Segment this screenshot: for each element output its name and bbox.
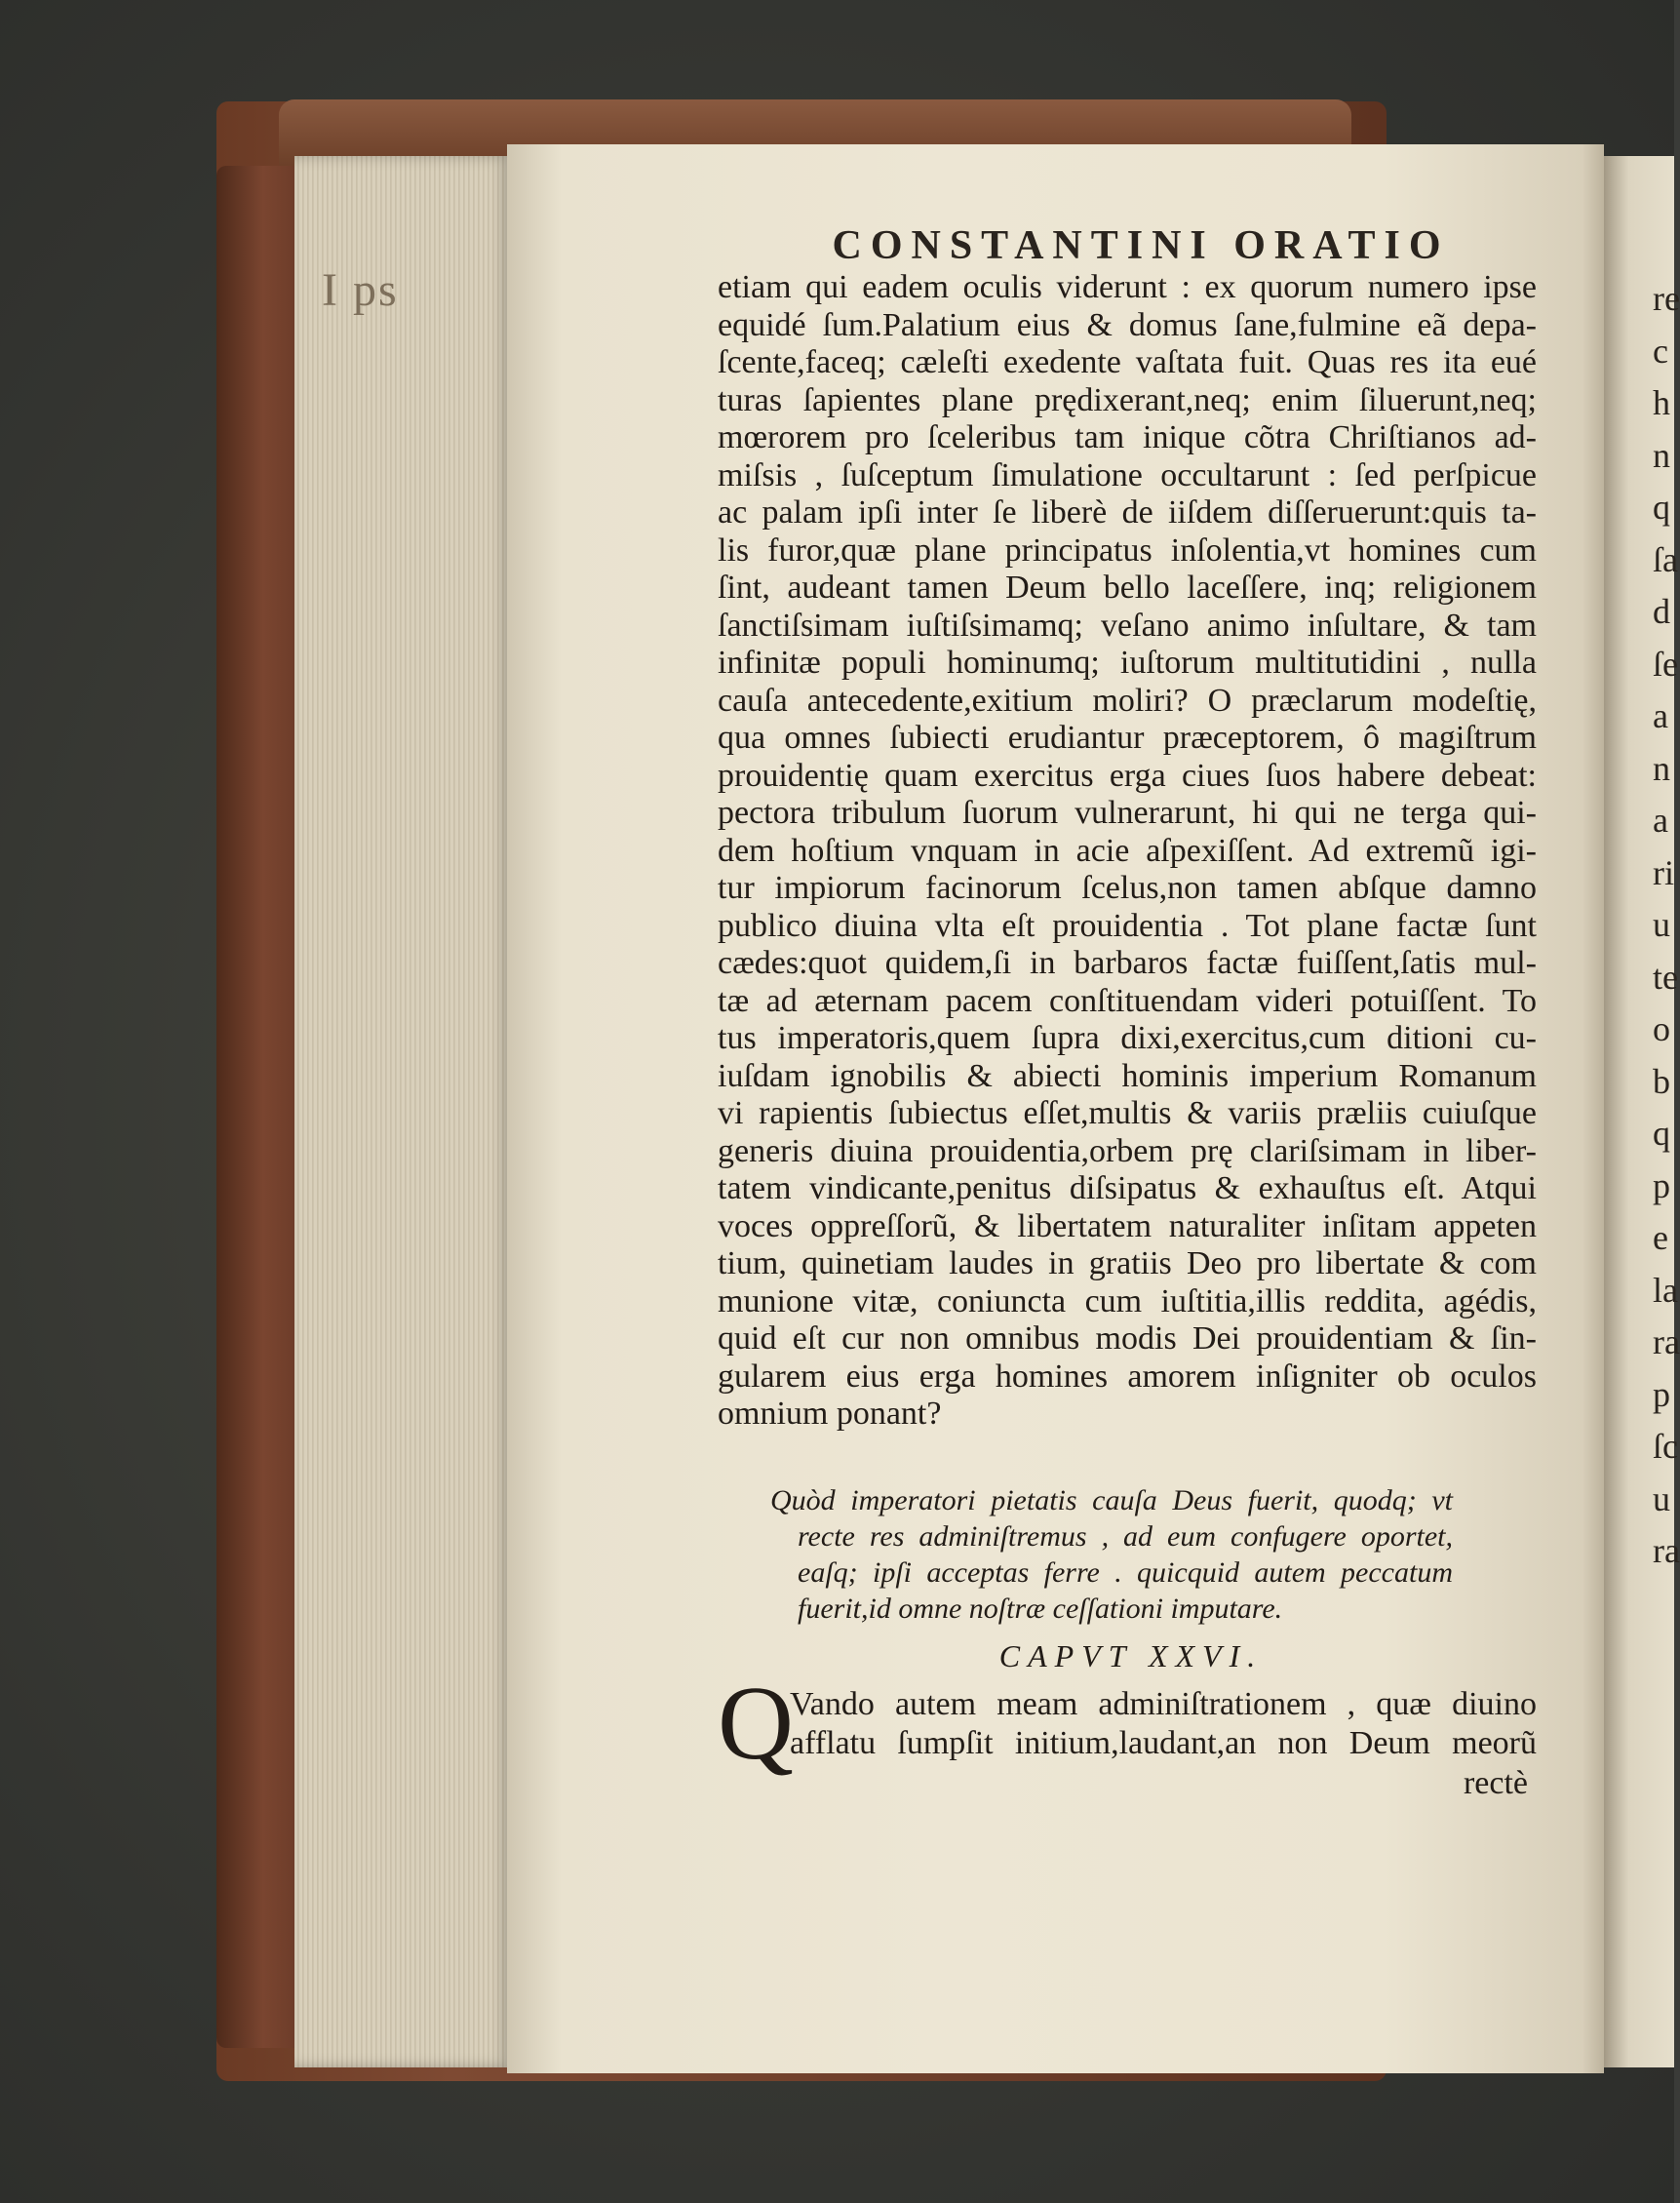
facing-page-fragment: a	[1653, 696, 1668, 735]
chapter-summary	[770, 1482, 1453, 1627]
text-line: infinitæ populi hominumq; iuſtorum multitutidini , nulla	[718, 645, 1537, 681]
text-line: ſanctiſsimam iuſtiſsimamq; veſano animo inſultare, & tam	[718, 607, 1537, 644]
text-line: cædes:quot quidem,ſi in barbaros factæ fuiſſent,ſatis mul-	[718, 945, 1537, 981]
facing-page-fragment: ſa	[1653, 539, 1678, 579]
page-edges	[294, 156, 511, 2067]
chapter-opening-text	[790, 1685, 1537, 1763]
text-line: qua omnes ſubiecti erudiantur præceptorem, ô magiſtrum	[718, 720, 1537, 756]
text-line: voces oppreſſorũ, & libertatem naturaliter inſitam appeten	[718, 1207, 1537, 1244]
facing-page-fragment: ra	[1653, 1531, 1680, 1570]
facing-page-fragment: h	[1653, 383, 1670, 422]
facing-page-fragment: d	[1653, 592, 1670, 631]
text-line: ac palam ipſi inter ſe liberè de iiſdem diſſeruerunt:quis ta-	[718, 494, 1537, 531]
text-line: ſcente,faceq; cæleſti exedente vaſtata fuit. Quas res ita eué	[718, 344, 1537, 380]
text-line: iuſdam ignobilis & abiecti hominis imperium Romanum	[718, 1057, 1537, 1094]
text-line: pectora tribulum ſuorum vulnerarunt, hi qui ne terga qui-	[718, 795, 1537, 831]
facing-page-fragment: e	[1653, 1218, 1668, 1257]
facing-page-fragment: u	[1653, 905, 1670, 944]
text-line: munione vitæ, coniuncta cum iuſtitia,illis reddita, agédis,	[718, 1282, 1537, 1319]
facing-page-fragment: ri	[1653, 852, 1674, 892]
drop-capital: Q	[718, 1666, 794, 1782]
text-line: generis diuina prouidentia,orbem prę clariſsimam in liber-	[718, 1132, 1537, 1169]
facing-page-fragment: ſc	[1653, 1427, 1678, 1466]
facing-page-fragment: te	[1653, 957, 1678, 997]
text-line: prouidentię quam exercitus erga ciues ſuos habere debeat:	[718, 757, 1537, 794]
facing-page-text	[1653, 273, 1680, 1578]
running-header: CONSTANTINI ORATIO	[832, 223, 1450, 268]
text-line: quid eſt cur non omnibus modis Dei prouidentiam & ſin-	[718, 1320, 1537, 1357]
text-line: cauſa antecedente,exitium moliri? O præclarum modeſtię,	[718, 682, 1537, 719]
facing-page-fragment: n	[1653, 748, 1670, 788]
text-line: mœrorem pro ſceleribus tam inique cõtra Chriſtianos ad-	[718, 419, 1537, 455]
text-line: recte res adminiſtremus , ad eum confugere oportet,	[798, 1520, 1453, 1553]
text-line: tur impiorum facinorum ſcelus,non tamen abſque damno	[718, 870, 1537, 906]
facing-page-fragment: o	[1653, 1009, 1670, 1048]
text-line: lis furor,quæ plane principatus inſolentia,vt homines cum	[718, 531, 1537, 569]
facing-page-fragment: q	[1653, 1114, 1670, 1153]
text-line: etiam qui eadem oculis viderunt : ex quorum numero ipse	[718, 269, 1537, 305]
body-text	[718, 269, 1537, 1434]
text-line: dem hoſtium vnquam in acie aſpexiſſent. Ad extremũ igi-	[718, 832, 1537, 869]
facing-page-fragment: n	[1653, 435, 1670, 475]
text-line: publico diuina vlta eſt prouidentia . Tot plane factæ ſunt	[718, 907, 1537, 944]
text-line: turas ſapientes plane prędixerant,neq; enim ſiluerunt,neq;	[718, 381, 1537, 418]
facing-page-fragment: u	[1653, 1478, 1670, 1518]
text-line: ſint, audeant tamen Deum bello laceſſere, inq; religionem	[718, 570, 1537, 606]
text-line: fuerit,id omne noſtræ ceſſationi imputare.	[798, 1593, 1283, 1625]
text-line: Vando autem meam adminiſtrationem , quæ diuino	[790, 1686, 1537, 1722]
text-line: omnium ponant?	[718, 1396, 942, 1432]
text-line: miſsis , ſuſceptum ſimulatione occultarunt : ſed perſpicue	[718, 456, 1537, 493]
chapter-heading: CAPVT XXVI.	[998, 1638, 1264, 1673]
facing-page-fragment: q	[1653, 488, 1670, 527]
text-line: tus imperatoris,quem ſupra dixi,exercitus,cum ditioni cu-	[718, 1020, 1537, 1056]
text-line: Quòd imperatori pietatis cauſa Deus fuerit, quodq; vt	[770, 1484, 1453, 1516]
text-line: eaſq; ipſi acceptas ferre . quicquid autem peccatum	[798, 1556, 1453, 1589]
facing-page-fragment: a	[1653, 801, 1668, 840]
facing-page-fragment: la	[1653, 1270, 1678, 1310]
text-line: tium, quinetiam laudes in gratiis Deo pro libertate & com	[718, 1245, 1537, 1281]
facing-page-fragment: ſe	[1653, 644, 1678, 684]
facing-page-fragment: re	[1653, 279, 1680, 318]
text-line: gularem eius erga homines amorem inſigniter ob oculos	[718, 1357, 1537, 1395]
facing-page-fragment: p	[1653, 1374, 1670, 1414]
spine-lettering: I ps	[322, 264, 399, 316]
text-line: afflatu ſumpſit initium,laudant,an non Deum meorũ	[790, 1725, 1537, 1761]
facing-page-fragment: b	[1653, 1061, 1670, 1101]
text-line: vi rapientis ſubiectus eſſet,multis & variis præliis cuiuſque	[718, 1095, 1537, 1131]
catchword: rectè	[1463, 1765, 1528, 1801]
facing-page-fragment: c	[1653, 331, 1668, 371]
text-line: equidé ſum.Palatium eius & domus ſane,fulmine eã depa-	[718, 306, 1537, 343]
facing-page-fragment: p	[1653, 1165, 1670, 1205]
facing-page-fragment: ra	[1653, 1322, 1680, 1361]
text-line: tatem vindicante,penitus diſsipatus & exhauſtus eſt. Atqui	[718, 1170, 1537, 1206]
text-line: tæ ad æternam pacem conſtituendam videri potuiſſent. To	[718, 982, 1537, 1019]
